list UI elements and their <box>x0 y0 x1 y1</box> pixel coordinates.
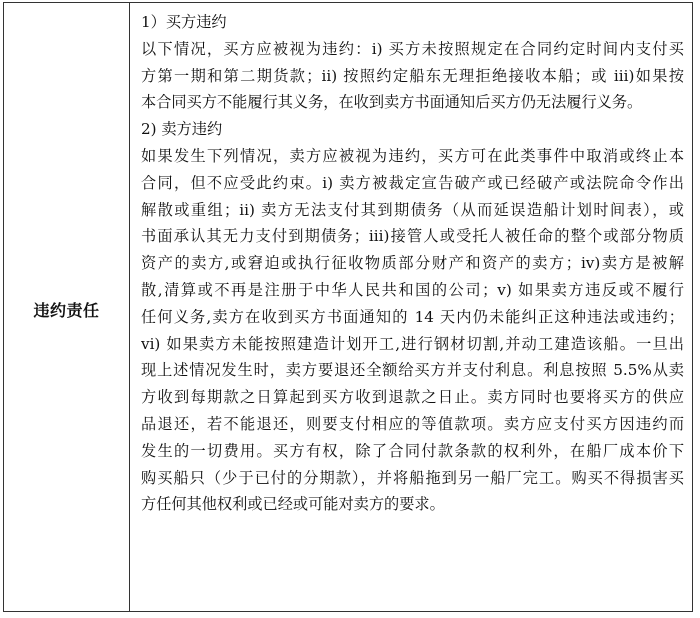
seller-default-line: 解散或重组；ii) 卖方无法支付其到期债务（从而延误造船计划时间表），或 <box>141 200 684 219</box>
contract-table <box>3 2 693 612</box>
buyer-default-line: 以下情况，买方应被视为违约：i) 买方未按照规定在合同约定时间内支付买 <box>141 39 684 58</box>
buyer-default-line: 方第一期和第二期货款；ii) 按照约定船东无理拒绝接收本船；或 iii)如果按 <box>141 66 684 85</box>
seller-default-line: 方任何其他权利或已经或可能对卖方的要求。 <box>141 495 445 514</box>
content-cell <box>130 3 692 611</box>
seller-default-line: 书面承认其无力支付到期债务；iii)接管人或受托人被任命的整个或部分物质 <box>141 227 684 246</box>
seller-default-line: vi) 如果卖方未能按照建造计划开工,进行钢材切割,并动工建造该船。一旦出 <box>141 334 684 353</box>
buyer-default-heading: 1）买方违约 <box>141 13 227 31</box>
seller-default-line: 发生的一切费用。买方有权，除了合同付款条款的权利外，在船厂成本价下 <box>141 441 684 460</box>
seller-default-line: 资产的卖方,或窘迫或执行征收物质部分财产和资产的卖方；iv)卖方是被解 <box>141 254 684 273</box>
seller-default-line: 方收到每期款之日算起到买方收到退款之日止。卖方同时也要将买方的供应 <box>141 388 684 407</box>
seller-default-line: 现上述情况发生时，卖方要退还全额给买方并支付利息。利息按照 5.5%从卖 <box>141 361 684 380</box>
seller-default-line: 散,清算或不再是注册于中华人民共和国的公司；v) 如果卖方违反或不履行 <box>141 280 684 299</box>
row-label: 违约责任 <box>33 300 100 320</box>
seller-default-line: 任何义务,卖方在收到买方书面通知的 14 天内仍未能纠正这种违法或违约； <box>141 307 684 326</box>
seller-default-line: 合同，但不应受此约束。i) 卖方被裁定宣告破产或已经破产或法院命令作出 <box>141 173 684 192</box>
buyer-default-line: 本合同买方不能履行其义务，在收到卖方书面通知后买方仍无法履行义务。 <box>141 93 643 112</box>
seller-default-line: 购买船只（少于已付的分期款），并将船拖到另一船厂完工。购买不得损害买 <box>141 468 684 487</box>
seller-default-line: 品退还，若不能退还，则要支付相应的等值款项。卖方应支付买方因违约而 <box>141 414 684 433</box>
seller-default-line: 如果发生下列情况，卖方应被视为违约，买方可在此类事件中取消或终止本 <box>141 146 684 165</box>
seller-default-heading: 2) 卖方违约 <box>141 120 223 139</box>
label-cell <box>4 3 130 611</box>
